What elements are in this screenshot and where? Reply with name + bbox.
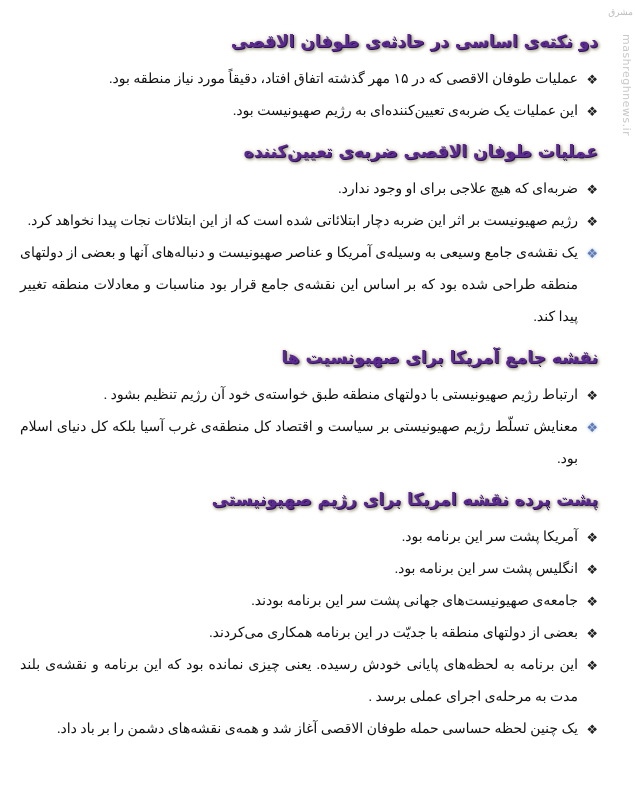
list-item: [20, 522, 598, 554]
list-item: [20, 206, 598, 238]
list-item: [20, 618, 598, 650]
bullet-list: [20, 174, 598, 334]
bullet-icon: ❖: [586, 182, 598, 197]
watermark-logo: مشرق: [608, 7, 633, 17]
bullet-list: [20, 380, 598, 476]
section-heading: پشت پرده نقشه امریکا برای رژیم صهیونیستی: [211, 490, 598, 510]
list-item: [20, 412, 598, 476]
bullet-icon: ❖: [586, 420, 598, 435]
item-text: یک چنین لحظه حساسی حمله طوفان الاقصی آغاز شد و همه‌ی نقشه‌های دشمن را بر باد داد.: [56, 722, 578, 737]
section-heading: عملیات طوفان الاقصی ضربه‌ی تعیین‌کننده: [243, 142, 598, 162]
bullet-icon: ❖: [586, 658, 598, 673]
bullet-icon: ❖: [586, 530, 598, 545]
bullet-icon: ❖: [586, 388, 598, 403]
item-text: انگلیس پشت سر این برنامه بود.: [394, 562, 578, 577]
list-item: [20, 64, 598, 96]
list-item: [20, 174, 598, 206]
item-text: رژیم صهیونیست بر اثر این ضربه دچار ابتلائاتی شده است که از این ابتلائات نجات پیدا نخواهد کرد.: [27, 214, 578, 229]
list-item: [20, 586, 598, 618]
section-heading: نقشه جامع آمریکا برای صهیونسیت ها: [281, 348, 598, 368]
list-item: [20, 238, 598, 334]
bullet-icon: ❖: [586, 562, 598, 577]
bullet-icon: ❖: [586, 594, 598, 609]
item-text: ارتباط رژیم صهیونیستی با دولتهای منطقه طبق خواسته‌ی خود آن رژیم تنظیم بشود .: [103, 388, 578, 403]
bullet-list: [20, 64, 598, 128]
bullet-list: [20, 522, 598, 746]
item-text: جامعه‌ی صهیونیست‌های جهانی پشت سر این برنامه بودند.: [251, 594, 578, 609]
bullet-icon: ❖: [586, 214, 598, 229]
list-item: [20, 714, 598, 746]
bullet-icon: ❖: [586, 104, 598, 119]
item-text: عملیات طوفان الاقصی که در ۱۵ مهر گذشته اتفاق افتاد، دقیقاً مورد نیاز منطقه بود.: [109, 72, 578, 87]
list-item: [20, 380, 598, 412]
bullet-icon: ❖: [586, 626, 598, 641]
item-text: آمریکا پشت سر این برنامه بود.: [401, 530, 578, 545]
item-text: یک نقشه‌ی جامع وسیعی به وسیله‌ی آمریکا و عناصر صهیونیست و دنباله‌های آنها و بعضی از دولتهای منطقه طراحی شده بود که بر اساس این نقشه‌ی جامع قرار بود مناسبات و معادلات منطقه تغییر پیدا کند.: [20, 246, 578, 325]
watermark-site: mashreghnews.ir: [620, 34, 633, 137]
item-text: بعضی از دولتهای منطقه با جدیّت در این برنامه همکاری می‌کردند.: [209, 626, 578, 641]
item-text: معنایش تسلّط رژیم صهیونیستی بر سیاست و اقتصاد کل منطقه‌ی غرب آسیا بلکه کل دنیای اسلام بود.: [20, 420, 578, 467]
section-heading: دو نکته‌ی اساسی در حادثه‌ی طوفان الاقصی: [230, 32, 598, 52]
bullet-icon: ❖: [586, 72, 598, 87]
item-text: این عملیات یک ضربه‌ی تعیین‌کننده‌ای به رژیم صهیونیست بود.: [232, 104, 578, 119]
list-item: [20, 96, 598, 128]
list-item: [20, 554, 598, 586]
watermark: [608, 6, 633, 156]
item-text: این برنامه به لحظه‌های پایانی خودش رسیده. یعنی چیزی نمانده بود که این برنامه و نقشه‌ی بلند مدت به مرحله‌ی اجرای عملی برسد .: [20, 658, 578, 705]
list-item: [20, 650, 598, 714]
item-text: ضربه‌ای که هیچ علاجی برای او وجود ندارد.: [338, 182, 578, 197]
bullet-icon: ❖: [586, 722, 598, 737]
bullet-icon: ❖: [586, 246, 598, 261]
